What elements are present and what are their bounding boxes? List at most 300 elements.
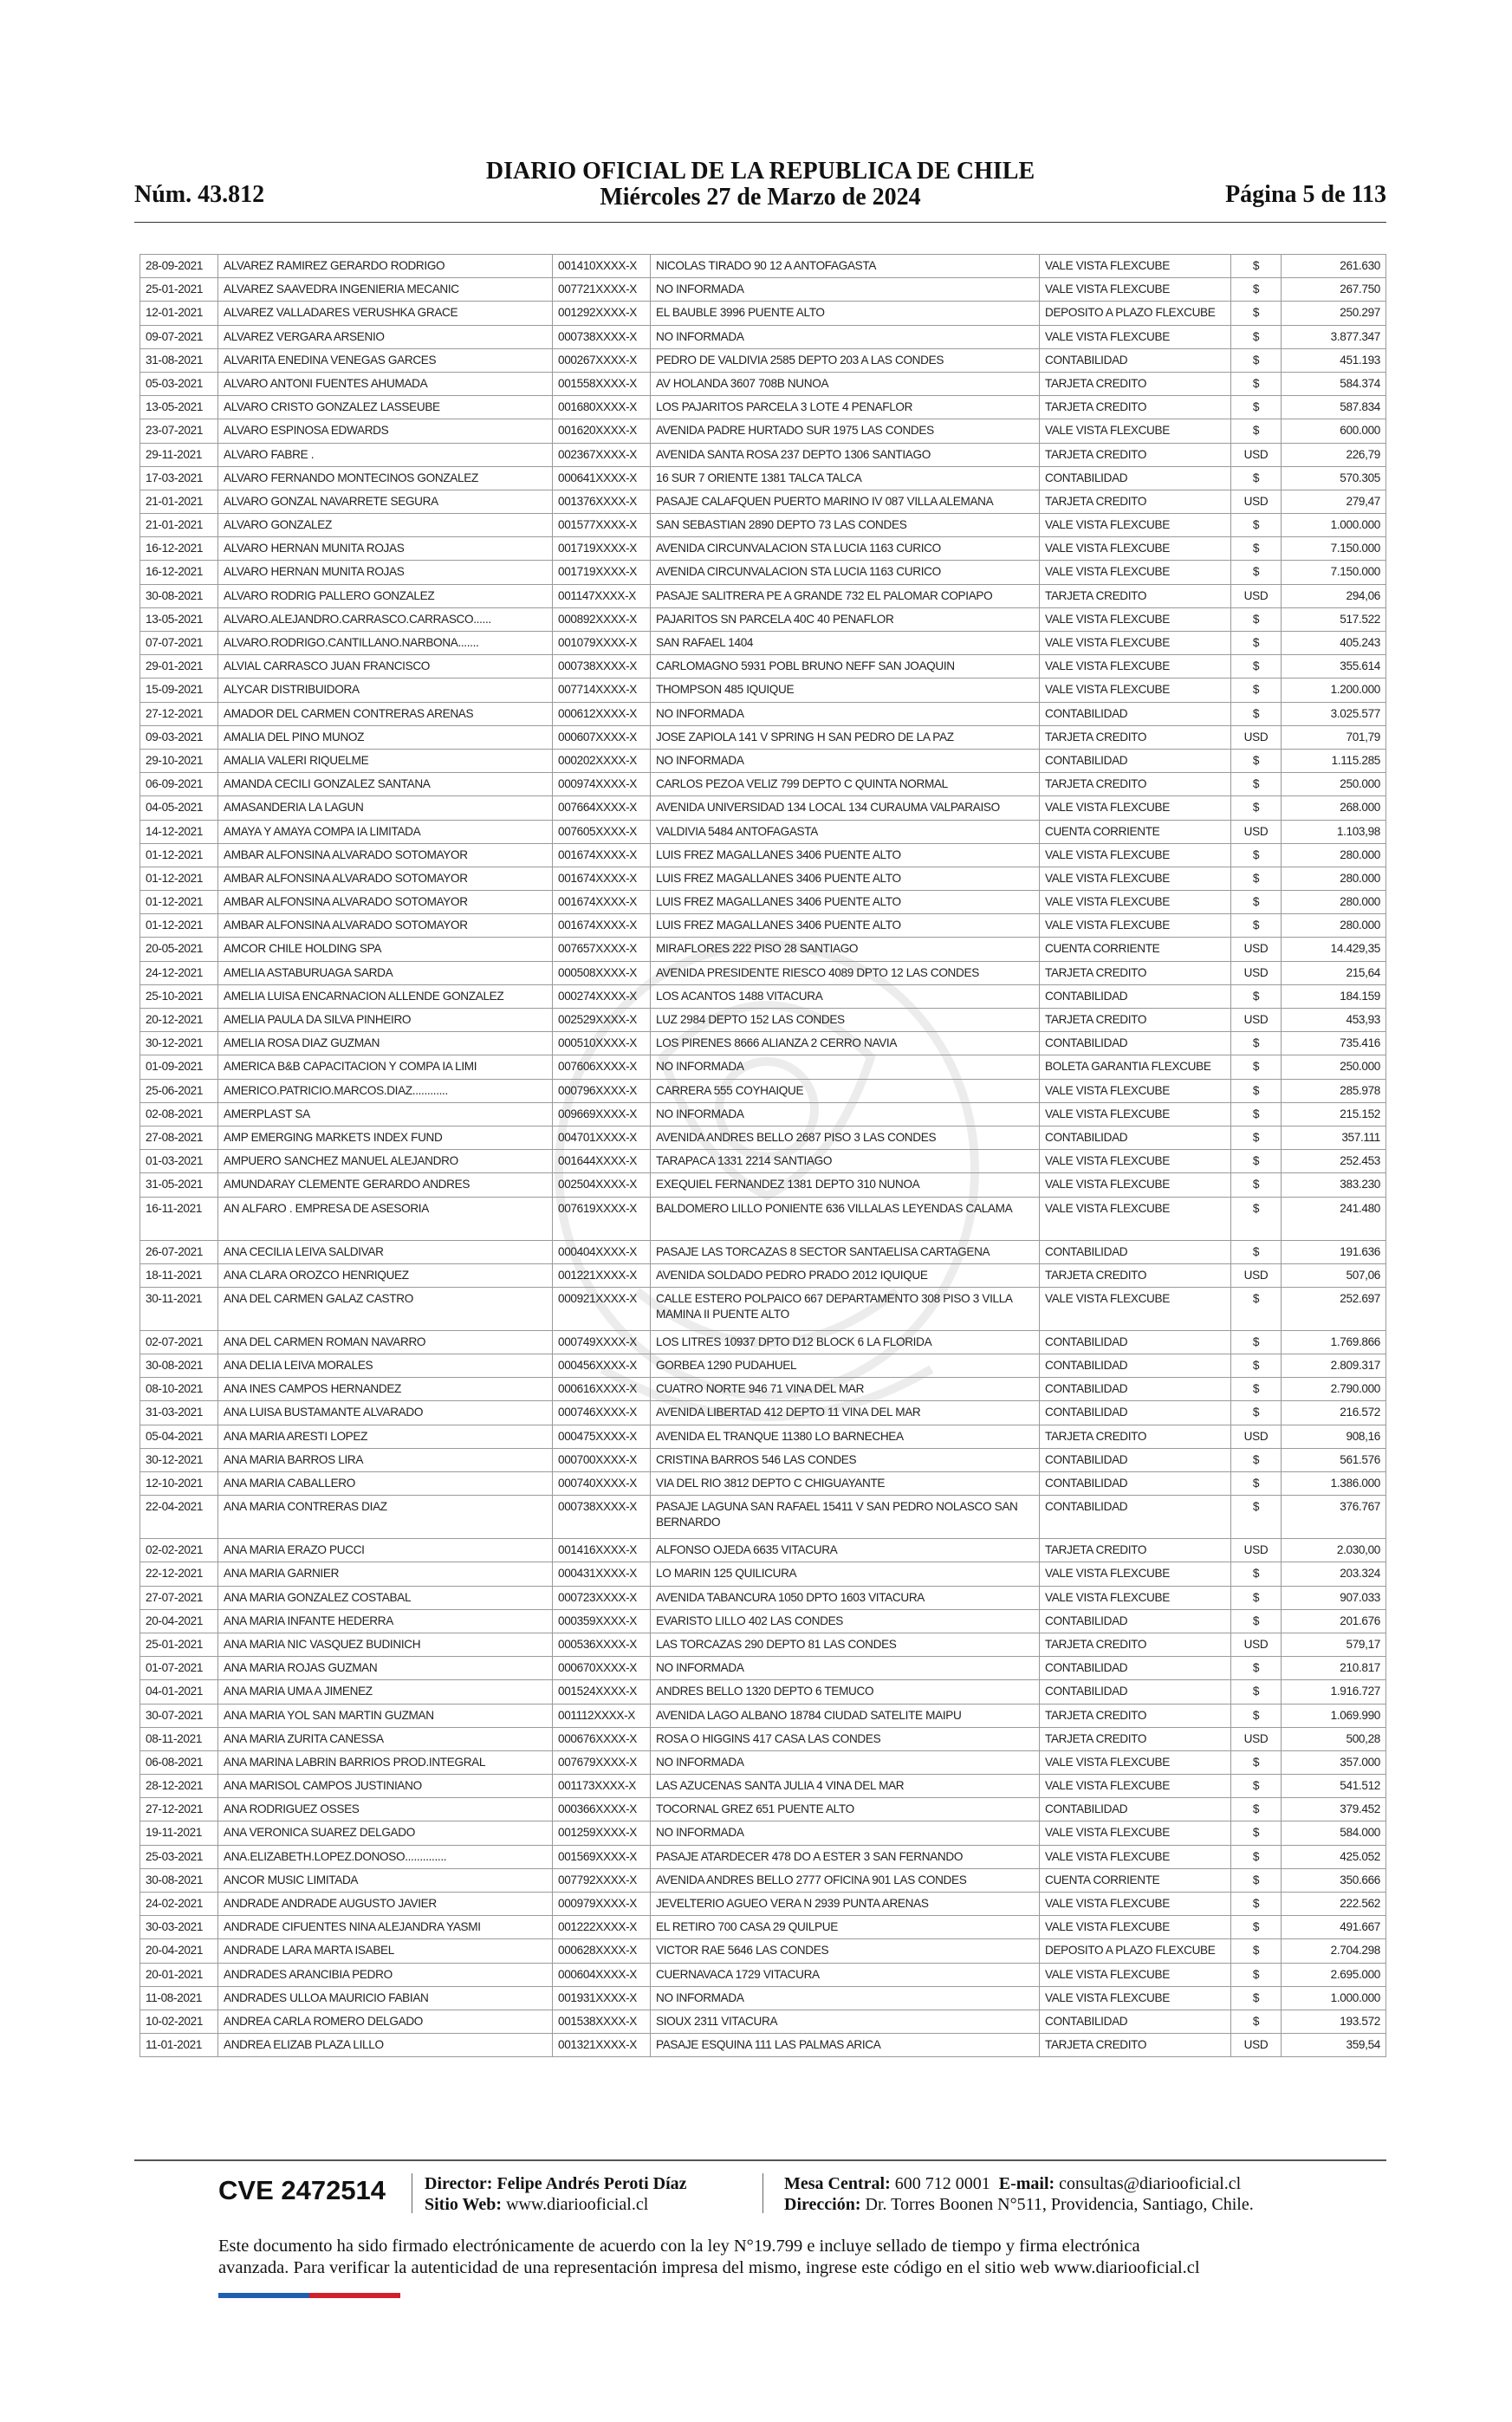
table-row bbox=[140, 396, 1386, 419]
date-cell: 25-01-2021 bbox=[140, 1633, 218, 1656]
name-cell: ALVIAL CARRASCO JUAN FRANCISCO bbox=[218, 655, 553, 679]
address-cell: PEDRO DE VALDIVIA 2585 DEPTO 203 A LAS CONDES bbox=[651, 348, 1040, 372]
records-table bbox=[140, 254, 1386, 2057]
currency-cell: $ bbox=[1231, 914, 1282, 938]
date-cell: 04-01-2021 bbox=[140, 1680, 218, 1704]
currency-cell: USD bbox=[1231, 725, 1282, 749]
currency-cell: $ bbox=[1231, 302, 1282, 325]
address-cell: LUIS FREZ MAGALLANES 3406 PUENTE ALTO bbox=[651, 843, 1040, 867]
rut-cell: 001376XXXX-X bbox=[553, 490, 651, 513]
currency-cell: $ bbox=[1231, 1032, 1282, 1055]
rut-cell: 001292XXXX-X bbox=[553, 302, 651, 325]
rut-cell: 001221XXXX-X bbox=[553, 1263, 651, 1287]
amount-cell: 1.769.866 bbox=[1282, 1330, 1386, 1354]
currency-cell: $ bbox=[1231, 396, 1282, 419]
table-row bbox=[140, 984, 1386, 1008]
product-cell: VALE VISTA FLEXCUBE bbox=[1040, 1916, 1231, 1939]
rut-cell: 002504XXXX-X bbox=[553, 1173, 651, 1197]
name-cell: ANA MARIA UMA A JIMENEZ bbox=[218, 1680, 553, 1704]
product-cell: VALE VISTA FLEXCUBE bbox=[1040, 607, 1231, 631]
rut-cell: 000979XXXX-X bbox=[553, 1893, 651, 1916]
table-row bbox=[140, 1609, 1386, 1633]
product-cell: VALE VISTA FLEXCUBE bbox=[1040, 1287, 1231, 1330]
product-cell: CONTABILIDAD bbox=[1040, 466, 1231, 490]
currency-cell: $ bbox=[1231, 1986, 1282, 2010]
email-link[interactable]: consultas@diariooficial.cl bbox=[1059, 2174, 1242, 2193]
name-cell: ALVARO RODRIG PALLERO GONZALEZ bbox=[218, 584, 553, 607]
name-cell: ANA MARIA ZURITA CANESSA bbox=[218, 1727, 553, 1750]
address-cell: NO INFORMADA bbox=[651, 1821, 1040, 1845]
table-row bbox=[140, 561, 1386, 584]
table-row bbox=[140, 1845, 1386, 1868]
name-cell: AMCOR CHILE HOLDING SPA bbox=[218, 938, 553, 961]
rut-cell: 000738XXXX-X bbox=[553, 1496, 651, 1539]
amount-cell: 701,79 bbox=[1282, 725, 1386, 749]
address-cell: LUIS FREZ MAGALLANES 3406 PUENTE ALTO bbox=[651, 914, 1040, 938]
amount-cell: 252.453 bbox=[1282, 1150, 1386, 1173]
table-row bbox=[140, 632, 1386, 655]
page-number: Página 5 de 113 bbox=[1225, 181, 1386, 208]
address-cell: LUIS FREZ MAGALLANES 3406 PUENTE ALTO bbox=[651, 867, 1040, 890]
amount-cell: 252.697 bbox=[1282, 1287, 1386, 1330]
amount-cell: 359,54 bbox=[1282, 2034, 1386, 2057]
date-cell: 01-03-2021 bbox=[140, 1150, 218, 1173]
amount-cell: 280.000 bbox=[1282, 843, 1386, 867]
table-row bbox=[140, 278, 1386, 302]
amount-cell: 210.817 bbox=[1282, 1657, 1386, 1680]
amount-cell: 570.305 bbox=[1282, 466, 1386, 490]
currency-cell: $ bbox=[1231, 702, 1282, 725]
rut-cell: 000431XXXX-X bbox=[553, 1562, 651, 1586]
name-cell: ALVARO GONZALEZ bbox=[218, 514, 553, 537]
address-cell: PASAJE LAS TORCAZAS 8 SECTOR SANTAELISA CARTAGENA bbox=[651, 1240, 1040, 1263]
table-row bbox=[140, 1539, 1386, 1562]
amount-cell: 376.767 bbox=[1282, 1496, 1386, 1539]
address-cell: NO INFORMADA bbox=[651, 749, 1040, 772]
product-cell: VALE VISTA FLEXCUBE bbox=[1040, 1750, 1231, 1774]
amount-cell: 7.150.000 bbox=[1282, 537, 1386, 561]
address-cell: EVARISTO LILLO 402 LAS CONDES bbox=[651, 1609, 1040, 1633]
address-cell: AVENIDA LAGO ALBANO 18784 CIUDAD SATELITE MAIPU bbox=[651, 1704, 1040, 1727]
table-row bbox=[140, 1939, 1386, 1963]
rut-cell: 000366XXXX-X bbox=[553, 1798, 651, 1821]
currency-cell: $ bbox=[1231, 278, 1282, 302]
currency-cell: USD bbox=[1231, 938, 1282, 961]
address-cell: AVENIDA TABANCURA 1050 DPTO 1603 VITACURA bbox=[651, 1586, 1040, 1609]
address-cell: CARLOMAGNO 5931 POBL BRUNO NEFF SAN JOAQUIN bbox=[651, 655, 1040, 679]
table-row bbox=[140, 1354, 1386, 1378]
name-cell: AMBAR ALFONSINA ALVARADO SOTOMAYOR bbox=[218, 891, 553, 914]
name-cell: AMP EMERGING MARKETS INDEX FUND bbox=[218, 1126, 553, 1149]
amount-cell: 2.704.298 bbox=[1282, 1939, 1386, 1963]
product-cell: VALE VISTA FLEXCUBE bbox=[1040, 914, 1231, 938]
date-cell: 19-11-2021 bbox=[140, 1821, 218, 1845]
date-cell: 12-10-2021 bbox=[140, 1472, 218, 1496]
address-cell: PASAJE ESQUINA 111 LAS PALMAS ARICA bbox=[651, 2034, 1040, 2057]
address-cell: NO INFORMADA bbox=[651, 325, 1040, 348]
date-cell: 27-07-2021 bbox=[140, 1586, 218, 1609]
date-cell: 09-07-2021 bbox=[140, 325, 218, 348]
currency-cell: USD bbox=[1231, 961, 1282, 984]
rut-cell: 000740XXXX-X bbox=[553, 1472, 651, 1496]
date-cell: 05-04-2021 bbox=[140, 1425, 218, 1448]
rut-cell: 000676XXXX-X bbox=[553, 1727, 651, 1750]
rut-cell: 007679XXXX-X bbox=[553, 1750, 651, 1774]
table-row bbox=[140, 679, 1386, 702]
product-cell: CONTABILIDAD bbox=[1040, 1798, 1231, 1821]
currency-cell: $ bbox=[1231, 1916, 1282, 1939]
date-cell: 08-10-2021 bbox=[140, 1378, 218, 1401]
name-cell: ALVAREZ VALLADARES VERUSHKA GRACE bbox=[218, 302, 553, 325]
name-cell: ANA RODRIGUEZ OSSES bbox=[218, 1798, 553, 1821]
table-row bbox=[140, 773, 1386, 796]
address-cell: CRISTINA BARROS 546 LAS CONDES bbox=[651, 1448, 1040, 1471]
name-cell: ALVARO GONZAL NAVARRETE SEGURA bbox=[218, 490, 553, 513]
rut-cell: 000274XXXX-X bbox=[553, 984, 651, 1008]
address-cell: 16 SUR 7 ORIENTE 1381 TALCA TALCA bbox=[651, 466, 1040, 490]
name-cell: ANDREA ELIZAB PLAZA LILLO bbox=[218, 2034, 553, 2057]
table-row bbox=[140, 702, 1386, 725]
flag-blue-band bbox=[218, 2293, 309, 2298]
currency-cell: $ bbox=[1231, 1197, 1282, 1240]
name-cell: ANA MARIA GONZALEZ COSTABAL bbox=[218, 1586, 553, 1609]
amount-cell: 907.033 bbox=[1282, 1586, 1386, 1609]
currency-cell: $ bbox=[1231, 984, 1282, 1008]
date-cell: 30-08-2021 bbox=[140, 1354, 218, 1378]
date-cell: 22-04-2021 bbox=[140, 1496, 218, 1539]
name-cell: ANA MARIA INFANTE HEDERRA bbox=[218, 1609, 553, 1633]
amount-cell: 215.152 bbox=[1282, 1102, 1386, 1126]
date-cell: 10-02-2021 bbox=[140, 2010, 218, 2033]
product-cell: TARJETA CREDITO bbox=[1040, 584, 1231, 607]
product-cell: VALE VISTA FLEXCUBE bbox=[1040, 1821, 1231, 1845]
rut-cell: 009669XXXX-X bbox=[553, 1102, 651, 1126]
date-cell: 30-07-2021 bbox=[140, 1704, 218, 1727]
table-row bbox=[140, 914, 1386, 938]
currency-cell: $ bbox=[1231, 419, 1282, 443]
product-cell: VALE VISTA FLEXCUBE bbox=[1040, 1150, 1231, 1173]
currency-cell: $ bbox=[1231, 561, 1282, 584]
currency-cell: $ bbox=[1231, 1150, 1282, 1173]
address-cell: AVENIDA PADRE HURTADO SUR 1975 LAS CONDES bbox=[651, 419, 1040, 443]
currency-cell: $ bbox=[1231, 1893, 1282, 1916]
name-cell: AMELIA ASTABURUAGA SARDA bbox=[218, 961, 553, 984]
name-cell: AMALIA DEL PINO MUNOZ bbox=[218, 725, 553, 749]
amount-cell: 1.115.285 bbox=[1282, 749, 1386, 772]
currency-cell: USD bbox=[1231, 1009, 1282, 1032]
currency-cell: USD bbox=[1231, 1263, 1282, 1287]
date-cell: 05-03-2021 bbox=[140, 372, 218, 395]
rut-cell: 001147XXXX-X bbox=[553, 584, 651, 607]
name-cell: ANA MARISOL CAMPOS JUSTINIANO bbox=[218, 1775, 553, 1798]
name-cell: ANDRADES ARANCIBIA PEDRO bbox=[218, 1963, 553, 1986]
table-row bbox=[140, 255, 1386, 278]
address-text: Dr. Torres Boonen N°511, Providencia, Santiago, Chile. bbox=[865, 2195, 1254, 2214]
rut-cell: 000670XXXX-X bbox=[553, 1657, 651, 1680]
product-cell: VALE VISTA FLEXCUBE bbox=[1040, 679, 1231, 702]
product-cell: TARJETA CREDITO bbox=[1040, 443, 1231, 466]
name-cell: AMELIA ROSA DIAZ GUZMAN bbox=[218, 1032, 553, 1055]
product-cell: VALE VISTA FLEXCUBE bbox=[1040, 891, 1231, 914]
currency-cell: $ bbox=[1231, 632, 1282, 655]
rut-cell: 001524XXXX-X bbox=[553, 1680, 651, 1704]
date-cell: 04-05-2021 bbox=[140, 796, 218, 820]
table-row bbox=[140, 1916, 1386, 1939]
name-cell: ANDREA CARLA ROMERO DELGADO bbox=[218, 2010, 553, 2033]
address-cell: AVENIDA CIRCUNVALACION STA LUCIA 1163 CURICO bbox=[651, 561, 1040, 584]
rut-cell: 000359XXXX-X bbox=[553, 1609, 651, 1633]
address-cell: EL BAUBLE 3996 PUENTE ALTO bbox=[651, 302, 1040, 325]
name-cell: ALVAREZ SAAVEDRA INGENIERIA MECANIC bbox=[218, 278, 553, 302]
date-cell: 29-11-2021 bbox=[140, 443, 218, 466]
name-cell: ANA MARIA ERAZO PUCCI bbox=[218, 1539, 553, 1562]
name-cell: ANA.ELIZABETH.LOPEZ.DONOSO.............. bbox=[218, 1845, 553, 1868]
name-cell: ALVAREZ VERGARA ARSENIO bbox=[218, 325, 553, 348]
table-row bbox=[140, 1704, 1386, 1727]
name-cell: AMAYA Y AMAYA COMPA IA LIMITADA bbox=[218, 820, 553, 843]
date-cell: 31-08-2021 bbox=[140, 348, 218, 372]
date-cell: 21-01-2021 bbox=[140, 514, 218, 537]
currency-cell: $ bbox=[1231, 891, 1282, 914]
product-cell: CONTABILIDAD bbox=[1040, 348, 1231, 372]
table-row bbox=[140, 1633, 1386, 1656]
date-cell: 30-12-2021 bbox=[140, 1448, 218, 1471]
table-row bbox=[140, 1240, 1386, 1263]
product-cell: TARJETA CREDITO bbox=[1040, 961, 1231, 984]
address-cell: EXEQUIEL FERNANDEZ 1381 DEPTO 310 NUNOA bbox=[651, 1173, 1040, 1197]
amount-cell: 250.000 bbox=[1282, 1055, 1386, 1079]
footer-director-block bbox=[425, 2173, 687, 2215]
currency-cell: $ bbox=[1231, 1586, 1282, 1609]
rut-cell: 007605XXXX-X bbox=[553, 820, 651, 843]
product-cell: TARJETA CREDITO bbox=[1040, 1727, 1231, 1750]
rut-cell: 000202XXXX-X bbox=[553, 749, 651, 772]
table-row bbox=[140, 1032, 1386, 1055]
rut-cell: 001112XXXX-X bbox=[553, 1704, 651, 1727]
table-row bbox=[140, 372, 1386, 395]
website-link[interactable]: www.diariooficial.cl bbox=[506, 2195, 649, 2214]
amount-cell: 193.572 bbox=[1282, 2010, 1386, 2033]
currency-cell: $ bbox=[1231, 679, 1282, 702]
name-cell: AMALIA VALERI RIQUELME bbox=[218, 749, 553, 772]
address-cell: NO INFORMADA bbox=[651, 1055, 1040, 1079]
amount-cell: 250.000 bbox=[1282, 773, 1386, 796]
address-cell: VALDIVIA 5484 ANTOFAGASTA bbox=[651, 820, 1040, 843]
rut-cell: 001680XXXX-X bbox=[553, 396, 651, 419]
table-row bbox=[140, 961, 1386, 984]
product-cell: TARJETA CREDITO bbox=[1040, 1425, 1231, 1448]
director-name: Felipe Andrés Peroti Díaz bbox=[496, 2174, 687, 2193]
name-cell: ANA INES CAMPOS HERNANDEZ bbox=[218, 1378, 553, 1401]
currency-cell: USD bbox=[1231, 1727, 1282, 1750]
table-row bbox=[140, 584, 1386, 607]
product-cell: VALE VISTA FLEXCUBE bbox=[1040, 278, 1231, 302]
product-cell: CUENTA CORRIENTE bbox=[1040, 1868, 1231, 1892]
rut-cell: 001222XXXX-X bbox=[553, 1916, 651, 1939]
product-cell: TARJETA CREDITO bbox=[1040, 372, 1231, 395]
table-row bbox=[140, 1657, 1386, 1680]
address-cell: EL RETIRO 700 CASA 29 QUILPUE bbox=[651, 1916, 1040, 1939]
date-cell: 14-12-2021 bbox=[140, 820, 218, 843]
date-cell: 31-03-2021 bbox=[140, 1401, 218, 1425]
product-cell: VALE VISTA FLEXCUBE bbox=[1040, 514, 1231, 537]
name-cell: ANA DELIA LEIVA MORALES bbox=[218, 1354, 553, 1378]
name-cell: ANA MARIA CONTRERAS DIAZ bbox=[218, 1496, 553, 1539]
address-cell: JEVELTERIO AGUEO VERA N 2939 PUNTA ARENAS bbox=[651, 1893, 1040, 1916]
name-cell: AMBAR ALFONSINA ALVARADO SOTOMAYOR bbox=[218, 867, 553, 890]
amount-cell: 2.809.317 bbox=[1282, 1354, 1386, 1378]
date-cell: 22-12-2021 bbox=[140, 1562, 218, 1586]
amount-cell: 267.750 bbox=[1282, 278, 1386, 302]
rut-cell: 001674XXXX-X bbox=[553, 867, 651, 890]
amount-cell: 1.069.990 bbox=[1282, 1704, 1386, 1727]
rut-cell: 001538XXXX-X bbox=[553, 2010, 651, 2033]
date-cell: 20-04-2021 bbox=[140, 1939, 218, 1963]
amount-cell: 268.000 bbox=[1282, 796, 1386, 820]
rut-cell: 007606XXXX-X bbox=[553, 1055, 651, 1079]
product-cell: VALE VISTA FLEXCUBE bbox=[1040, 1102, 1231, 1126]
rut-cell: 001577XXXX-X bbox=[553, 514, 651, 537]
address-cell: SAN SEBASTIAN 2890 DEPTO 73 LAS CONDES bbox=[651, 514, 1040, 537]
amount-cell: 600.000 bbox=[1282, 419, 1386, 443]
amount-cell: 3.025.577 bbox=[1282, 702, 1386, 725]
amount-cell: 1.386.000 bbox=[1282, 1472, 1386, 1496]
name-cell: AMUNDARAY CLEMENTE GERARDO ANDRES bbox=[218, 1173, 553, 1197]
name-cell: AMBAR ALFONSINA ALVARADO SOTOMAYOR bbox=[218, 843, 553, 867]
product-cell: CONTABILIDAD bbox=[1040, 1354, 1231, 1378]
date-cell: 29-01-2021 bbox=[140, 655, 218, 679]
date-cell: 06-08-2021 bbox=[140, 1750, 218, 1774]
product-cell: TARJETA CREDITO bbox=[1040, 396, 1231, 419]
date-cell: 30-11-2021 bbox=[140, 1287, 218, 1330]
name-cell: ANCOR MUSIC LIMITADA bbox=[218, 1868, 553, 1892]
currency-cell: $ bbox=[1231, 255, 1282, 278]
name-cell: ALYCAR DISTRIBUIDORA bbox=[218, 679, 553, 702]
name-cell: AMELIA LUISA ENCARNACION ALLENDE GONZALEZ bbox=[218, 984, 553, 1008]
table-row bbox=[140, 796, 1386, 820]
amount-cell: 2.790.000 bbox=[1282, 1378, 1386, 1401]
amount-cell: 1.103,98 bbox=[1282, 820, 1386, 843]
product-cell: VALE VISTA FLEXCUBE bbox=[1040, 1586, 1231, 1609]
product-cell: CONTABILIDAD bbox=[1040, 1330, 1231, 1354]
product-cell: TARJETA CREDITO bbox=[1040, 1539, 1231, 1562]
table-row bbox=[140, 1009, 1386, 1032]
table-row bbox=[140, 1287, 1386, 1330]
date-cell: 16-11-2021 bbox=[140, 1197, 218, 1240]
date-cell: 27-08-2021 bbox=[140, 1126, 218, 1149]
date-cell: 02-08-2021 bbox=[140, 1102, 218, 1126]
address-cell: NO INFORMADA bbox=[651, 702, 1040, 725]
address-cell: PASAJE SALITRERA PE A GRANDE 732 EL PALOMAR COPIAPO bbox=[651, 584, 1040, 607]
address-cell: CARRERA 555 COYHAIQUE bbox=[651, 1079, 1040, 1102]
rut-cell: 004701XXXX-X bbox=[553, 1126, 651, 1149]
product-cell: VALE VISTA FLEXCUBE bbox=[1040, 796, 1231, 820]
name-cell: ANA DEL CARMEN ROMAN NAVARRO bbox=[218, 1330, 553, 1354]
table-row bbox=[140, 1727, 1386, 1750]
amount-cell: 280.000 bbox=[1282, 914, 1386, 938]
amount-cell: 355.614 bbox=[1282, 655, 1386, 679]
name-cell: ANA VERONICA SUAREZ DELGADO bbox=[218, 1821, 553, 1845]
amount-cell: 1.000.000 bbox=[1282, 514, 1386, 537]
address-cell: PAJARITOS SN PARCELA 40C 40 PENAFLOR bbox=[651, 607, 1040, 631]
header-divider bbox=[134, 222, 1386, 223]
table-row bbox=[140, 1472, 1386, 1496]
date-cell: 16-12-2021 bbox=[140, 561, 218, 584]
product-cell: VALE VISTA FLEXCUBE bbox=[1040, 1173, 1231, 1197]
date-cell: 29-10-2021 bbox=[140, 749, 218, 772]
name-cell: ANA MARIA ROJAS GUZMAN bbox=[218, 1657, 553, 1680]
rut-cell: 001719XXXX-X bbox=[553, 537, 651, 561]
currency-cell: $ bbox=[1231, 325, 1282, 348]
address-cell: AVENIDA ANDRES BELLO 2687 PISO 3 LAS CONDES bbox=[651, 1126, 1040, 1149]
address-cell: LUZ 2984 DEPTO 152 LAS CONDES bbox=[651, 1009, 1040, 1032]
currency-cell: $ bbox=[1231, 1079, 1282, 1102]
date-cell: 15-09-2021 bbox=[140, 679, 218, 702]
address-cell: AV HOLANDA 3607 708B NUNOA bbox=[651, 372, 1040, 395]
address-cell: TOCORNAL GREZ 651 PUENTE ALTO bbox=[651, 1798, 1040, 1821]
address-cell: SAN RAFAEL 1404 bbox=[651, 632, 1040, 655]
rut-cell: 000612XXXX-X bbox=[553, 702, 651, 725]
table-row bbox=[140, 1963, 1386, 1986]
table-row bbox=[140, 1126, 1386, 1149]
date-cell: 21-01-2021 bbox=[140, 490, 218, 513]
rut-cell: 000616XXXX-X bbox=[553, 1378, 651, 1401]
table-row bbox=[140, 725, 1386, 749]
flag-stripe bbox=[218, 2293, 400, 2298]
product-cell: CUENTA CORRIENTE bbox=[1040, 820, 1231, 843]
amount-cell: 250.297 bbox=[1282, 302, 1386, 325]
address-cell: LO MARIN 125 QUILICURA bbox=[651, 1562, 1040, 1586]
address-cell: JOSE ZAPIOLA 141 V SPRING H SAN PEDRO DE LA PAZ bbox=[651, 725, 1040, 749]
name-cell: ANA MARIA BARROS LIRA bbox=[218, 1448, 553, 1471]
address-cell: AVENIDA CIRCUNVALACION STA LUCIA 1163 CURICO bbox=[651, 537, 1040, 561]
table-row bbox=[140, 1893, 1386, 1916]
address-cell: LOS LITRES 10937 DPTO D12 BLOCK 6 LA FLORIDA bbox=[651, 1330, 1040, 1354]
currency-cell: $ bbox=[1231, 1126, 1282, 1149]
name-cell: ALVARO ESPINOSA EDWARDS bbox=[218, 419, 553, 443]
name-cell: AN ALFARO . EMPRESA DE ASESORIA bbox=[218, 1197, 553, 1240]
product-cell: CONTABILIDAD bbox=[1040, 1126, 1231, 1149]
currency-cell: $ bbox=[1231, 1798, 1282, 1821]
currency-cell: $ bbox=[1231, 1868, 1282, 1892]
address-cell: ANDRES BELLO 1320 DEPTO 6 TEMUCO bbox=[651, 1680, 1040, 1704]
table-row bbox=[140, 1821, 1386, 1845]
rut-cell: 000738XXXX-X bbox=[553, 325, 651, 348]
currency-cell: $ bbox=[1231, 1680, 1282, 1704]
amount-cell: 184.159 bbox=[1282, 984, 1386, 1008]
product-cell: CONTABILIDAD bbox=[1040, 749, 1231, 772]
rut-cell: 001644XXXX-X bbox=[553, 1150, 651, 1173]
table-row bbox=[140, 1197, 1386, 1240]
rut-cell: 000700XXXX-X bbox=[553, 1448, 651, 1471]
product-cell: VALE VISTA FLEXCUBE bbox=[1040, 1986, 1231, 2010]
table-row bbox=[140, 1775, 1386, 1798]
address-cell: AVENIDA PRESIDENTE RIESCO 4089 DPTO 12 LAS CONDES bbox=[651, 961, 1040, 984]
currency-cell: $ bbox=[1231, 1472, 1282, 1496]
currency-cell: $ bbox=[1231, 607, 1282, 631]
name-cell: ANA LUISA BUSTAMANTE ALVARADO bbox=[218, 1401, 553, 1425]
date-cell: 11-08-2021 bbox=[140, 1986, 218, 2010]
product-cell: CONTABILIDAD bbox=[1040, 1448, 1231, 1471]
name-cell: ALVARO HERNAN MUNITA ROJAS bbox=[218, 561, 553, 584]
currency-cell: USD bbox=[1231, 820, 1282, 843]
currency-cell: $ bbox=[1231, 1657, 1282, 1680]
amount-cell: 357.000 bbox=[1282, 1750, 1386, 1774]
amount-cell: 541.512 bbox=[1282, 1775, 1386, 1798]
date-cell: 25-10-2021 bbox=[140, 984, 218, 1008]
amount-cell: 584.374 bbox=[1282, 372, 1386, 395]
rut-cell: 000921XXXX-X bbox=[553, 1287, 651, 1330]
